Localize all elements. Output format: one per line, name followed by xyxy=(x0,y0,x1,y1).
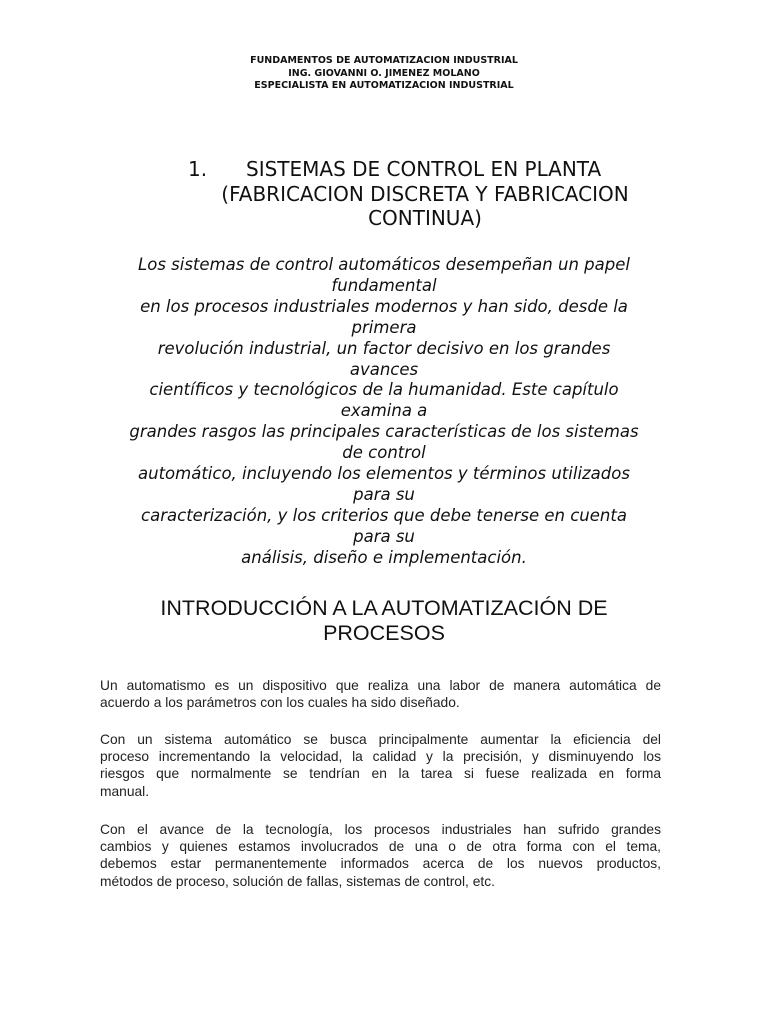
header-author-title: ESPECIALISTA EN AUTOMATIZACION INDUSTRIAL xyxy=(254,80,514,91)
document-header xyxy=(0,55,768,93)
italic-line: automático, incluyendo los elementos y términos utilizados xyxy=(138,464,630,484)
intro-heading xyxy=(100,596,668,646)
section-number: 1. xyxy=(188,157,208,181)
header-course-title: FUNDAMENTOS DE AUTOMATIZACION INDUSTRIAL xyxy=(250,55,518,66)
section-title-line-3: CONTINUA) xyxy=(368,206,482,230)
intro-heading-line-1: INTRODUCCIÓN A LA AUTOMATIZACIÓN DE xyxy=(160,596,608,620)
italic-line: de control xyxy=(342,443,426,463)
body-paragraph-avance-tecnologia xyxy=(100,821,661,890)
italic-line: caracterización, y los criterios que debe tenerse en cuenta xyxy=(141,505,627,525)
italic-line: para su xyxy=(353,484,415,504)
italic-line: fundamental xyxy=(331,275,437,295)
paragraph-line: proceso incrementando la velocidad, la calidad y la precisión, y disminuyendo los xyxy=(100,749,661,765)
paragraph-line: manual. xyxy=(100,783,150,799)
paragraph-line: debemos estar permanentemente informados acerca de los nuevos productos, xyxy=(100,856,661,872)
italic-line: avances xyxy=(349,359,419,379)
section-title xyxy=(150,157,660,231)
paragraph-line: Con un sistema automático se busca principalmente aumentar la eficiencia del xyxy=(100,732,661,747)
section-title-text: SISTEMAS DE CONTROL EN PLANTA xyxy=(246,157,602,181)
section-title-line-2: (FABRICACION DISCRETA Y FABRICACION xyxy=(221,181,629,206)
body-paragraph-automatismo xyxy=(100,677,661,711)
italic-line: para su xyxy=(353,526,415,546)
italic-line: científicos y tecnológicos de la humanidad. Este capítulo xyxy=(149,380,619,400)
paragraph-line: Un automatismo es un dispositivo que realiza una labor de manera automática de xyxy=(100,678,661,693)
header-author: ING. GIOVANNI O. JIMENEZ MOLANO xyxy=(288,67,480,79)
paragraph-line: acuerdo a los parámetros con los cuales ha sido diseñado. xyxy=(100,695,460,711)
italic-line: Los sistemas de control automáticos desempeñan un papel xyxy=(138,255,630,274)
paragraph-line: cambios y quienes estamos involucrados de una o de otra forma con el tema, xyxy=(100,839,661,855)
italic-line: en los procesos industriales modernos y han sido, desde la xyxy=(140,296,628,316)
paragraph-line: riesgos que normalmente se tendrían en la tarea si fuese realizada en forma xyxy=(100,766,661,782)
body-paragraph-sistema-automatico xyxy=(100,731,661,800)
italic-line: revolución industrial, un factor decisivo en los grandes xyxy=(157,338,611,358)
section-title-line-1 xyxy=(188,157,698,182)
intro-heading-line-2: PROCESOS xyxy=(323,621,445,645)
italic-line: examina a xyxy=(340,401,428,421)
italic-intro-paragraph xyxy=(100,255,668,569)
paragraph-line: Con el avance de la tecnología, los procesos industriales han sufrido grandes xyxy=(100,822,661,837)
italic-line: análisis, diseño e implementación. xyxy=(241,547,527,567)
italic-line: primera xyxy=(351,317,417,337)
paragraph-line: métodos de proceso, solución de fallas, sistemas de control, etc. xyxy=(100,873,495,889)
italic-line: grandes rasgos las principales características de los sistemas xyxy=(129,422,639,442)
